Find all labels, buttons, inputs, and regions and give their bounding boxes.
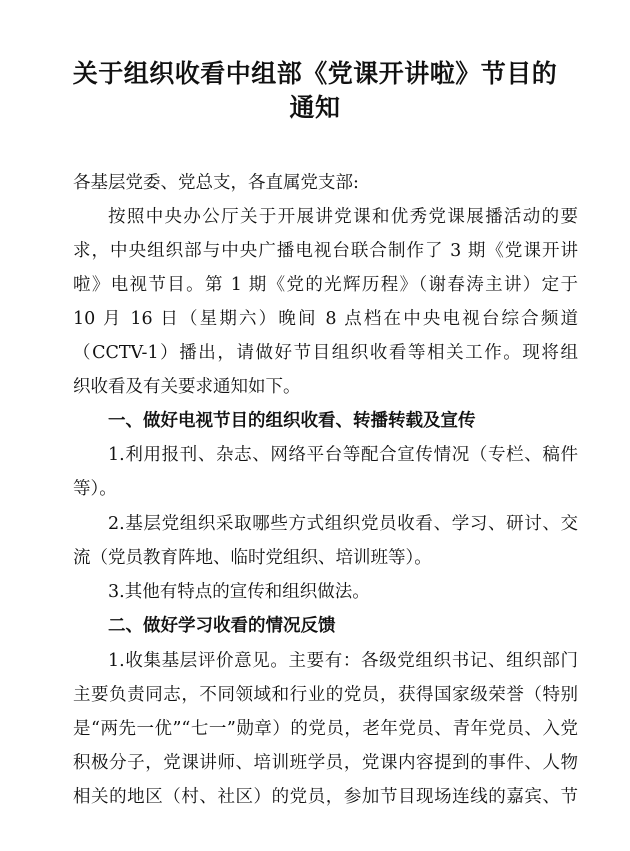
section-2-item-1-line-3: 是“两先一优”“七一”勋章）的党员，老年党员、青年党员、入党 bbox=[73, 719, 578, 739]
intro-line-3: 啦》电视节目。第 1 期《党的光辉历程》（谢春涛主讲）定于 bbox=[73, 275, 578, 295]
section-2-heading: 二、做好学习收看的情况反馈 bbox=[108, 616, 336, 636]
section-2-item-1-line-4: 积极分子，党课讲师、培训班学员，党课内容提到的事件、人物 bbox=[73, 753, 578, 773]
section-1-item-1-line-2: 等）。 bbox=[73, 479, 117, 499]
intro-line-2: 求，中央组织部与中央广播电视台联合制作了 3 期《党课开讲 bbox=[73, 241, 578, 261]
section-2-item-1-line-2: 主要负责同志，不同领域和行业的党员，获得国家级荣誉（特别 bbox=[73, 685, 578, 705]
section-2-item-1-line-1: 1.收集基层评价意见。主要有：各级党组织书记、组织部门 bbox=[108, 651, 578, 671]
section-1-heading: 一、做好电视节目的组织收看、转播转载及宣传 bbox=[108, 411, 476, 431]
section-2-item-1-line-5: 相关的地区（村、社区）的党员，参加节目现场连线的嘉宾、节 bbox=[73, 787, 578, 807]
document-title-line-2: 通知 bbox=[289, 93, 341, 122]
document-title-line-1: 关于组织收看中组部《党课开讲啦》节目的 bbox=[72, 59, 558, 88]
section-1-item-2-line-1: 2.基层党组织采取哪些方式组织党员收看、学习、研讨、交 bbox=[108, 514, 578, 534]
salutation: 各基层党委、党总支，各直属党支部: bbox=[73, 173, 359, 193]
section-1-item-3-line-1: 3.其他有特点的宣传和组织做法。 bbox=[108, 582, 370, 602]
intro-line-5: （CCTV-1）播出，请做好节目组织收看等相关工作。现将组 bbox=[73, 343, 578, 363]
section-1-item-1-line-1: 1.利用报刊、杂志、网络平台等配合宣传情况（专栏、稿件 bbox=[108, 445, 578, 465]
intro-line-1: 按照中央办公厅关于开展讲党课和优秀党课展播活动的要 bbox=[108, 207, 578, 227]
intro-line-4: 10 月 16 日（星期六）晚间 8 点档在中央电视台综合频道 bbox=[73, 309, 578, 329]
intro-line-6: 织收看及有关要求通知如下。 bbox=[73, 377, 301, 397]
section-1-item-2-line-2: 流（党员教育阵地、临时党组织、培训班等）。 bbox=[73, 548, 432, 568]
